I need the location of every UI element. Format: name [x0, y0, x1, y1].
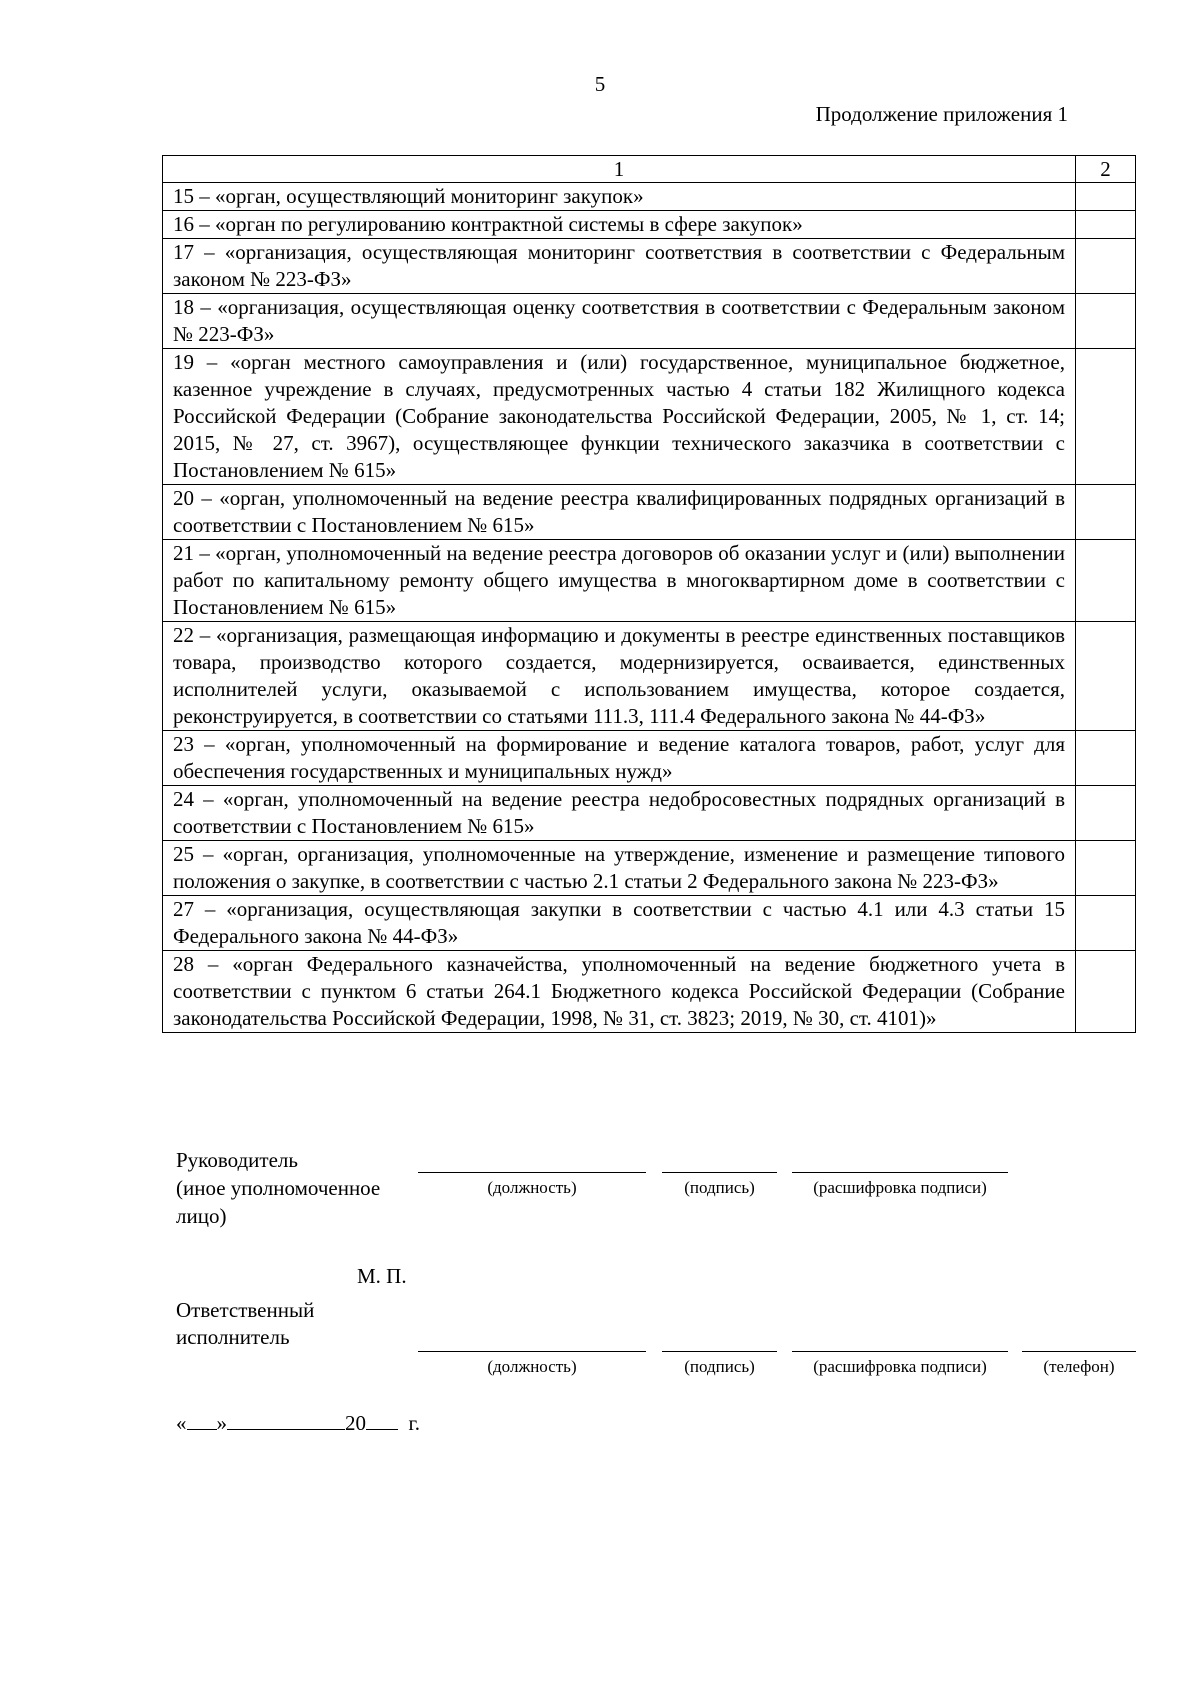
table-row — [163, 239, 1136, 294]
table-row — [163, 786, 1136, 841]
row-value-cell — [1076, 183, 1136, 211]
executor-phone-caption: (телефон) — [1043, 1357, 1115, 1376]
year-suffix: г. — [408, 1411, 420, 1435]
year-blank — [366, 1409, 398, 1430]
row-description: 24 – «орган, уполномоченный на ведение реестра недобросовестных подрядных организаций в соответствии с Постановлением № 615» — [163, 786, 1076, 841]
row-value-cell — [1076, 239, 1136, 294]
row-value-cell — [1076, 896, 1136, 951]
table-row — [163, 841, 1136, 896]
table-row — [163, 896, 1136, 951]
appendix-table — [162, 155, 1136, 1033]
executor-position-line — [418, 1351, 646, 1352]
head-position-line — [418, 1172, 646, 1173]
table-row — [163, 951, 1136, 1033]
row-value-cell — [1076, 951, 1136, 1033]
row-description: 23 – «орган, уполномоченный на формирование и ведение каталога товаров, работ, услуг для обеспечения государственных и муниципальных нужд» — [163, 731, 1076, 786]
table-row — [163, 622, 1136, 731]
head-label-line3: лицо) — [176, 1204, 227, 1228]
row-value-cell — [1076, 731, 1136, 786]
row-description: 22 – «организация, размещающая информацию и документы в реестре единственных поставщиков товара, производство которого создается, модернизируется, осваивается, единственных исполнителей услуги, оказываемой с использованием имущества, которое создается, реконструируется, в соответствии со статьями 111.3, 111.4 Федерального закона № 44-ФЗ» — [163, 622, 1076, 731]
stamp-placeholder: М. П. — [357, 1264, 407, 1288]
row-description: 25 – «орган, организация, уполномоченные на утверждение, изменение и размещение типового положения о закупке, в соответствии с частью 2.1 статьи 2 Федерального закона № 223-ФЗ» — [163, 841, 1076, 896]
row-description: 19 – «орган местного самоуправления и (или) государственное, муниципальное бюджетное, казенное учреждение в случаях, предусмотренных частью 4 статьи 182 Жилищного кодекса Российской Федерации (Собрание законодательства Российской Федерации, 2005, № 1, ст. 14; 2015, № 27, ст. 3967), осуществляющее функции технического заказчика в соответствии с Постановлением № 615» — [163, 349, 1076, 485]
row-description: 21 – «орган, уполномоченный на ведение реестра договоров об оказании услуг и (или) выполнении работ по капитальному ремонту общего имущества в многоквартирном доме в соответствии с Постановлением № 615» — [163, 540, 1076, 622]
date-open-quote: « — [176, 1411, 187, 1435]
row-value-cell — [1076, 211, 1136, 239]
row-description: 27 – «организация, осуществляющая закупки в соответствии с частью 4.1 или 4.3 статьи 15 Федерального закона № 44-ФЗ» — [163, 896, 1076, 951]
executor-signature-line — [662, 1351, 777, 1352]
row-value-cell — [1076, 540, 1136, 622]
row-description: 16 – «орган по регулированию контрактной системы в сфере закупок» — [163, 211, 1076, 239]
date-close-quote: » — [216, 1411, 227, 1435]
executor-label-line2: исполнитель — [176, 1325, 290, 1349]
column-header-2: 2 — [1076, 156, 1136, 183]
row-value-cell — [1076, 485, 1136, 540]
executor-phone-line — [1022, 1351, 1136, 1352]
row-value-cell — [1076, 841, 1136, 896]
head-signature-line — [662, 1172, 777, 1173]
table-row — [163, 183, 1136, 211]
day-blank — [187, 1409, 217, 1430]
head-decoding-line — [792, 1172, 1008, 1173]
row-value-cell — [1076, 349, 1136, 485]
month-blank — [227, 1409, 345, 1430]
head-signature-caption: (подпись) — [684, 1178, 755, 1197]
row-description: 15 – «орган, осуществляющий мониторинг закупок» — [163, 183, 1076, 211]
page-number: 5 — [594, 72, 606, 96]
row-value-cell — [1076, 786, 1136, 841]
executor-label-line1: Ответственный — [176, 1298, 315, 1322]
table-header-row — [163, 156, 1136, 183]
row-value-cell — [1076, 294, 1136, 349]
continuation-heading: Продолжение приложения 1 — [815, 102, 1068, 126]
year-prefix: 20 — [345, 1411, 366, 1435]
row-description: 18 – «организация, осуществляющая оценку соответствия в соответствии с Федеральным законом № 223-ФЗ» — [163, 294, 1076, 349]
executor-position-caption: (должность) — [487, 1357, 577, 1376]
head-label-line1: Руководитель — [176, 1148, 298, 1172]
row-value-cell — [1076, 622, 1136, 731]
table-row — [163, 349, 1136, 485]
row-description: 17 – «организация, осуществляющая мониторинг соответствия в соответствии с Федеральным законом № 223-ФЗ» — [163, 239, 1076, 294]
head-position-caption: (должность) — [487, 1178, 577, 1197]
head-decoding-caption: (расшифровка подписи) — [813, 1178, 987, 1197]
table-row — [163, 211, 1136, 239]
executor-decoding-line — [792, 1351, 1008, 1352]
column-header-1: 1 — [163, 156, 1076, 183]
table-row — [163, 540, 1136, 622]
row-description: 28 – «орган Федерального казначейства, уполномоченный на ведение бюджетного учета в соответствии с пунктом 6 статьи 264.1 Бюджетного кодекса Российской Федерации (Собрание законодательства Российской Федерации, 1998, № 31, ст. 3823; 2019, № 30, ст. 4101)» — [163, 951, 1076, 1033]
date-line — [176, 1409, 420, 1436]
executor-decoding-caption: (расшифровка подписи) — [813, 1357, 987, 1376]
table-row — [163, 485, 1136, 540]
table-row — [163, 294, 1136, 349]
row-description: 20 – «орган, уполномоченный на ведение реестра квалифицированных подрядных организаций в соответствии с Постановлением № 615» — [163, 485, 1076, 540]
head-label-line2: (иное уполномоченное — [176, 1176, 381, 1200]
table-row — [163, 731, 1136, 786]
executor-signature-caption: (подпись) — [684, 1357, 755, 1376]
